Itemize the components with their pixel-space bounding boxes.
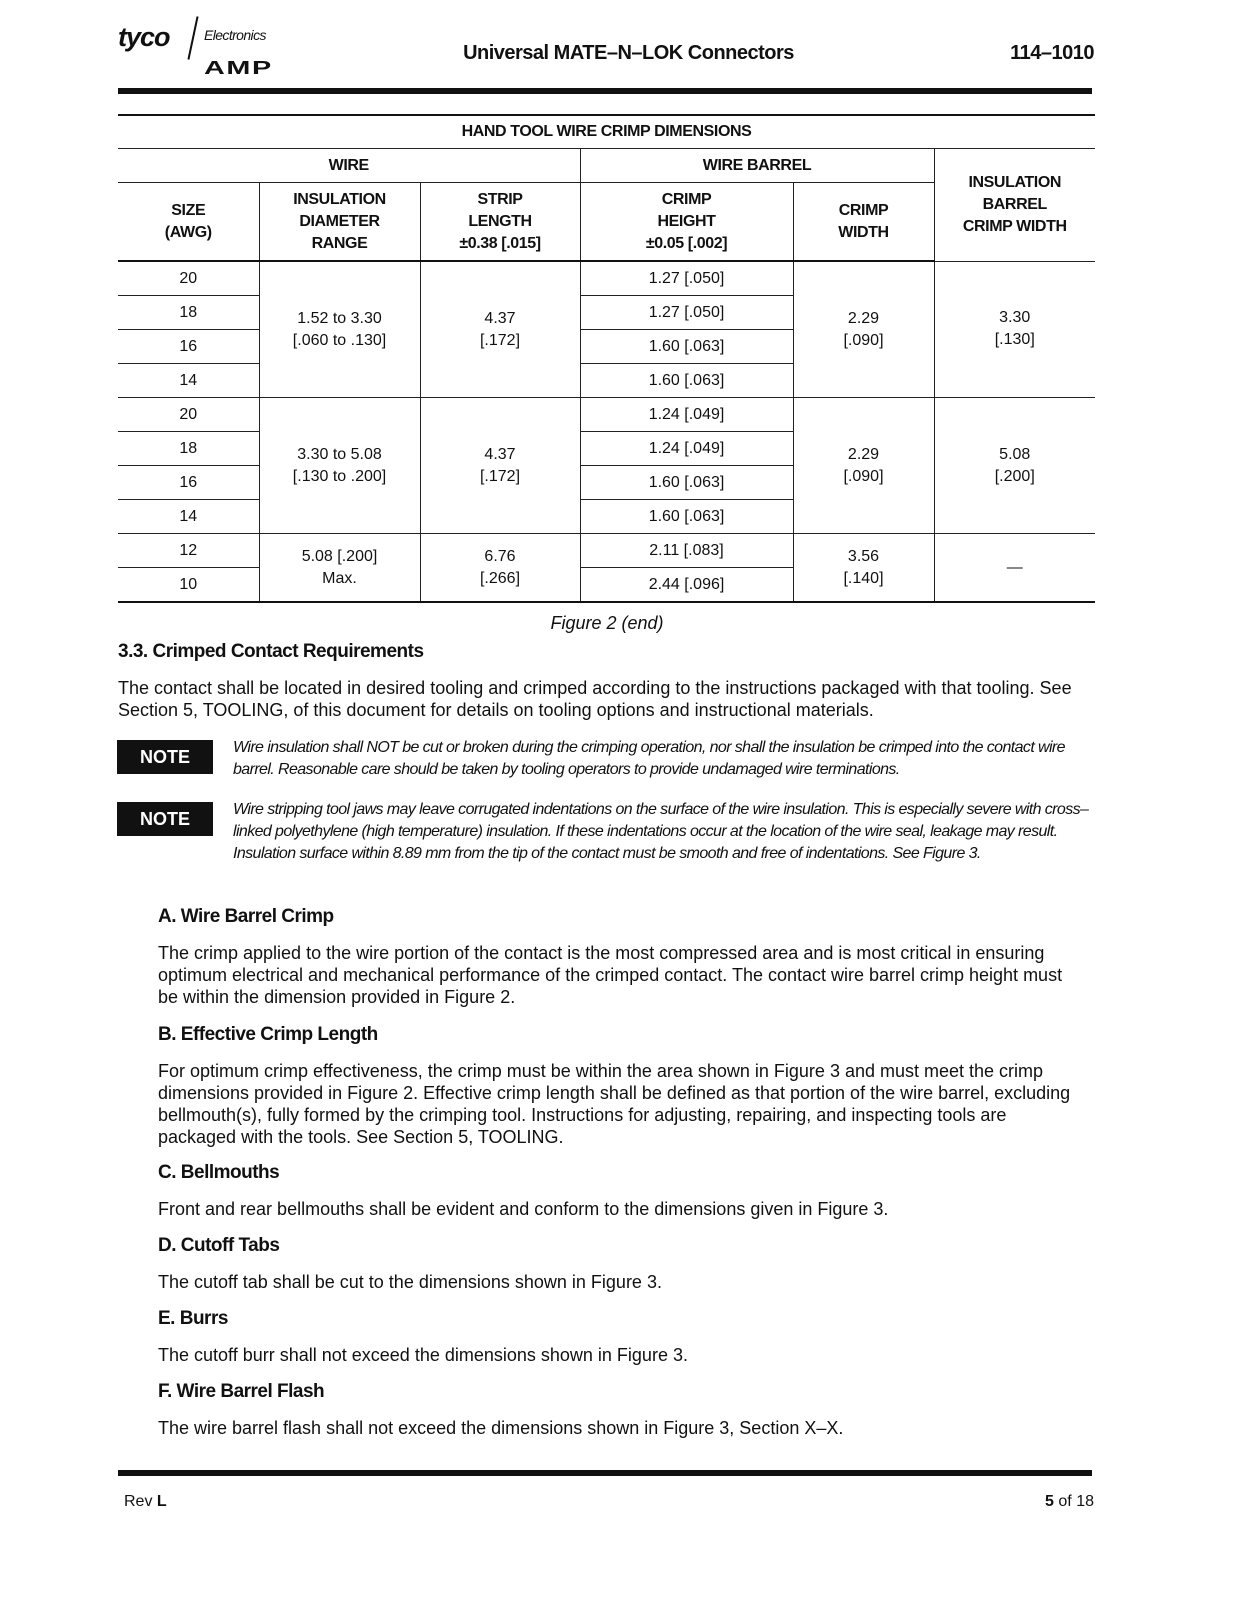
cell-crimp-height: 2.11 [.083] [580, 534, 793, 568]
cell-size: 14 [118, 500, 259, 534]
cell-insulation-range: 3.30 to 5.08 [.130 to .200] [259, 398, 420, 534]
cell-size: 10 [118, 568, 259, 603]
cell-strip-length: 6.76 [.266] [420, 534, 580, 603]
cell-crimp-width: 2.29 [.090] [793, 261, 934, 398]
page-number: 5 of 18 [1045, 1493, 1094, 1510]
cell-crimp-height: 2.44 [.096] [580, 568, 793, 603]
revision: Rev L [124, 1493, 167, 1510]
table-title: HAND TOOL WIRE CRIMP DIMENSIONS [118, 115, 1095, 149]
cell-crimp-width: 2.29 [.090] [793, 398, 934, 534]
note-badge: NOTE [117, 740, 213, 774]
cell-crimp-height: 1.24 [.049] [580, 432, 793, 466]
cell-size: 16 [118, 466, 259, 500]
tyco-logo: tyco [118, 22, 170, 52]
cell-size: 20 [118, 261, 259, 296]
table-row [118, 398, 1095, 432]
subsection-text-a: The crimp applied to the wire portion of the contact is the most compressed area and is most critical in ensuring optimum electrical and mechanical performance of the crimped contact. The contact wire barrel crimp height must be within the dimension provided in Figure 2. [158, 943, 1063, 1007]
subsection-text-e: The cutoff burr shall not exceed the dimensions shown in Figure 3. [158, 1345, 688, 1365]
cell-size: 16 [118, 330, 259, 364]
cell-insulation-barrel-width: 3.30 [.130] [934, 261, 1095, 398]
cell-crimp-height: 1.60 [.063] [580, 330, 793, 364]
cell-size: 18 [118, 296, 259, 330]
cell-size: 12 [118, 534, 259, 568]
subsection-text-d: The cutoff tab shall be cut to the dimensions shown in Figure 3. [158, 1272, 662, 1292]
cell-crimp-height: 1.60 [.063] [580, 364, 793, 398]
subsection-heading-f: F. Wire Barrel Flash [158, 1381, 325, 1402]
subsection-text-b: For optimum crimp effectiveness, the crimp must be within the area shown in Figure 3 and must meet the crimp dimensions provided in Figure 2. Effective crimp length shall be defined as that portion of the wire barrel, excluding bellmouth(s), fully formed by the crimping tool. Instructions for adjusting, repairing, and inspecting tools are packaged with the tools. See Section 5, TOOLING. [158, 1061, 1071, 1147]
table-row [118, 534, 1095, 568]
note-text: Wire insulation shall NOT be cut or broken during the crimping operation, nor shall the insulation be crimped into the contact wire barrel. Reasonable care should be taken by tooling operators to provide undamaged wire terminations. [233, 739, 1065, 778]
group-header-wire-barrel: WIRE BARREL [580, 149, 934, 183]
cell-insulation-barrel-width: 5.08 [.200] [934, 398, 1095, 534]
cell-insulation-range: 5.08 [.200] Max. [259, 534, 420, 603]
subsection-heading-b: B. Effective Crimp Length [158, 1024, 378, 1045]
document-title: Universal MATE–N–LOK Connectors [463, 42, 794, 64]
cell-crimp-height: 1.60 [.063] [580, 500, 793, 534]
header-size: SIZE (AWG) [118, 183, 259, 262]
cell-size: 20 [118, 398, 259, 432]
cell-crimp-height: 1.60 [.063] [580, 466, 793, 500]
document-number: 114–1010 [1010, 42, 1094, 64]
crimp-dimensions-table [118, 114, 1095, 603]
cell-insulation-range: 1.52 to 3.30 [.060 to .130] [259, 261, 420, 398]
subsection-text-f: The wire barrel flash shall not exceed the dimensions shown in Figure 3, Section X–X. [158, 1418, 844, 1438]
header-strip-length: STRIP LENGTH ±0.38 [.015] [420, 183, 580, 262]
header-insulation-diameter: INSULATION DIAMETER RANGE [259, 183, 420, 262]
table-row [118, 261, 1095, 296]
subsection-heading-c: C. Bellmouths [158, 1162, 280, 1183]
header-rule [118, 88, 1092, 94]
header-insulation-barrel: INSULATION BARREL CRIMP WIDTH [934, 149, 1095, 262]
note-badge: NOTE [117, 802, 213, 836]
cell-crimp-width: 3.56 [.140] [793, 534, 934, 603]
header-crimp-width: CRIMP WIDTH [793, 183, 934, 262]
subsection-heading-e: E. Burrs [158, 1308, 228, 1329]
section-intro: The contact shall be located in desired tooling and crimped according to the instructions packaged with that tooling. See Section 5, TOOLING, of this document for details on tooling options and instructional materials. [118, 678, 1072, 720]
cell-strip-length: 4.37 [.172] [420, 261, 580, 398]
note-text: Wire stripping tool jaws may leave corrugated indentations on the surface of the wire insulation. This is especially severe with cross–linked polyethylene (high temperature) insulation. If these indentations occur at the location of the wire seal, leakage may result. Insulation surface within 8.89 mm from the tip of the contact must be smooth and free of indentations. See Figure 3. [233, 801, 1089, 862]
cell-crimp-height: 1.27 [.050] [580, 261, 793, 296]
subsection-text-c: Front and rear bellmouths shall be evident and conform to the dimensions given in Figure 3. [158, 1199, 889, 1219]
footer-rule [118, 1470, 1092, 1476]
cell-crimp-height: 1.27 [.050] [580, 296, 793, 330]
group-header-wire: WIRE [118, 149, 580, 183]
electronics-logo-text: Electronics [204, 27, 266, 43]
figure-caption: Figure 2 (end) [550, 613, 664, 633]
cell-size: 18 [118, 432, 259, 466]
section-heading: 3.3. Crimped Contact Requirements [118, 641, 424, 662]
amp-logo: AMP [204, 58, 273, 78]
cell-strip-length: 4.37 [.172] [420, 398, 580, 534]
header-crimp-height: CRIMP HEIGHT ±0.05 [.002] [580, 183, 793, 262]
subsection-heading-a: A. Wire Barrel Crimp [158, 906, 334, 927]
cell-crimp-height: 1.24 [.049] [580, 398, 793, 432]
subsection-heading-d: D. Cutoff Tabs [158, 1235, 280, 1256]
cell-insulation-barrel-width: — [934, 534, 1095, 603]
cell-size: 14 [118, 364, 259, 398]
